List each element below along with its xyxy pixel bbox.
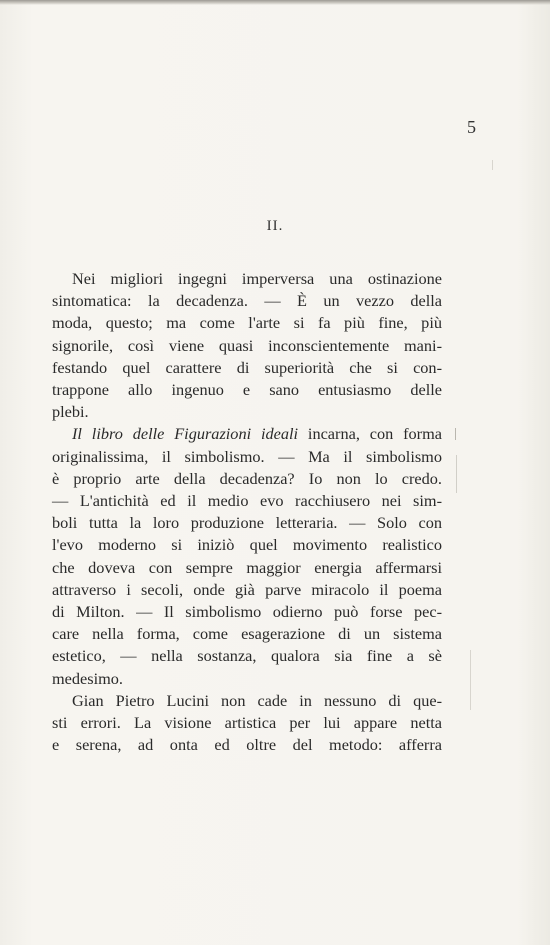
- page-number: 5: [467, 117, 476, 137]
- text-line: signorile, così viene quasi inconscientemente mani-: [52, 335, 442, 355]
- text-line: e serena, ad onta ed oltre del metodo: afferra: [52, 735, 442, 755]
- text-line: sintomatica: la decadenza. — È un vezzo della: [52, 291, 442, 311]
- chapter-heading: II.: [266, 218, 284, 234]
- text-line: plebi.: [52, 402, 89, 422]
- book-title-italic: Il libro delle Figurazioni ideali: [72, 424, 299, 444]
- text-line: boli tutta la loro produzione letteraria. — Solo con: [52, 513, 442, 533]
- text-line: [52, 423, 442, 445]
- text-line: medesimo.: [52, 668, 123, 688]
- text-line: care nella forma, come esagerazione di un sistema: [52, 624, 442, 644]
- text-line: attraverso i secoli, onde già parve miracolo il poema: [52, 579, 442, 599]
- scan-mark: [492, 160, 493, 170]
- text-line: moda, questo; ma come l'arte si fa più fine, più: [52, 313, 442, 333]
- text-line: festando quel carattere di superiorità che si con-: [52, 357, 442, 377]
- text-line: originalissima, il simbolismo. — Ma il simbolismo: [52, 446, 442, 466]
- text-line: trappone allo ingenuo e sano entusiasmo delle: [52, 380, 442, 400]
- text-line: estetico, — nella sostanza, qualora sia fine a sè: [52, 646, 442, 666]
- scan-mark: [456, 455, 457, 493]
- text-line: Gian Pietro Lucini non cade in nessuno di que-: [72, 690, 442, 710]
- text-line: sti errori. La visione artistica per lui appare netta: [52, 713, 442, 733]
- text-line: che doveva con sempre maggior energia affermarsi: [52, 557, 442, 577]
- text-line: è proprio arte della decadenza? Io non lo credo.: [52, 468, 442, 488]
- body-text: [52, 268, 442, 756]
- scan-mark: [455, 428, 456, 440]
- scan-mark: [470, 650, 471, 710]
- text-line: l'evo moderno si iniziò quel movimento realistico: [52, 535, 442, 555]
- page-top-edge: [0, 0, 550, 5]
- text-fragment: incarna, con forma: [298, 424, 442, 444]
- text-line: di Milton. — Il simbolismo odierno può forse pec-: [52, 602, 442, 622]
- text-line: — L'antichità ed il medio evo racchiusero nei sim-: [52, 491, 442, 511]
- text-line: Nei migliori ingegni imperversa una ostinazione: [72, 269, 442, 288]
